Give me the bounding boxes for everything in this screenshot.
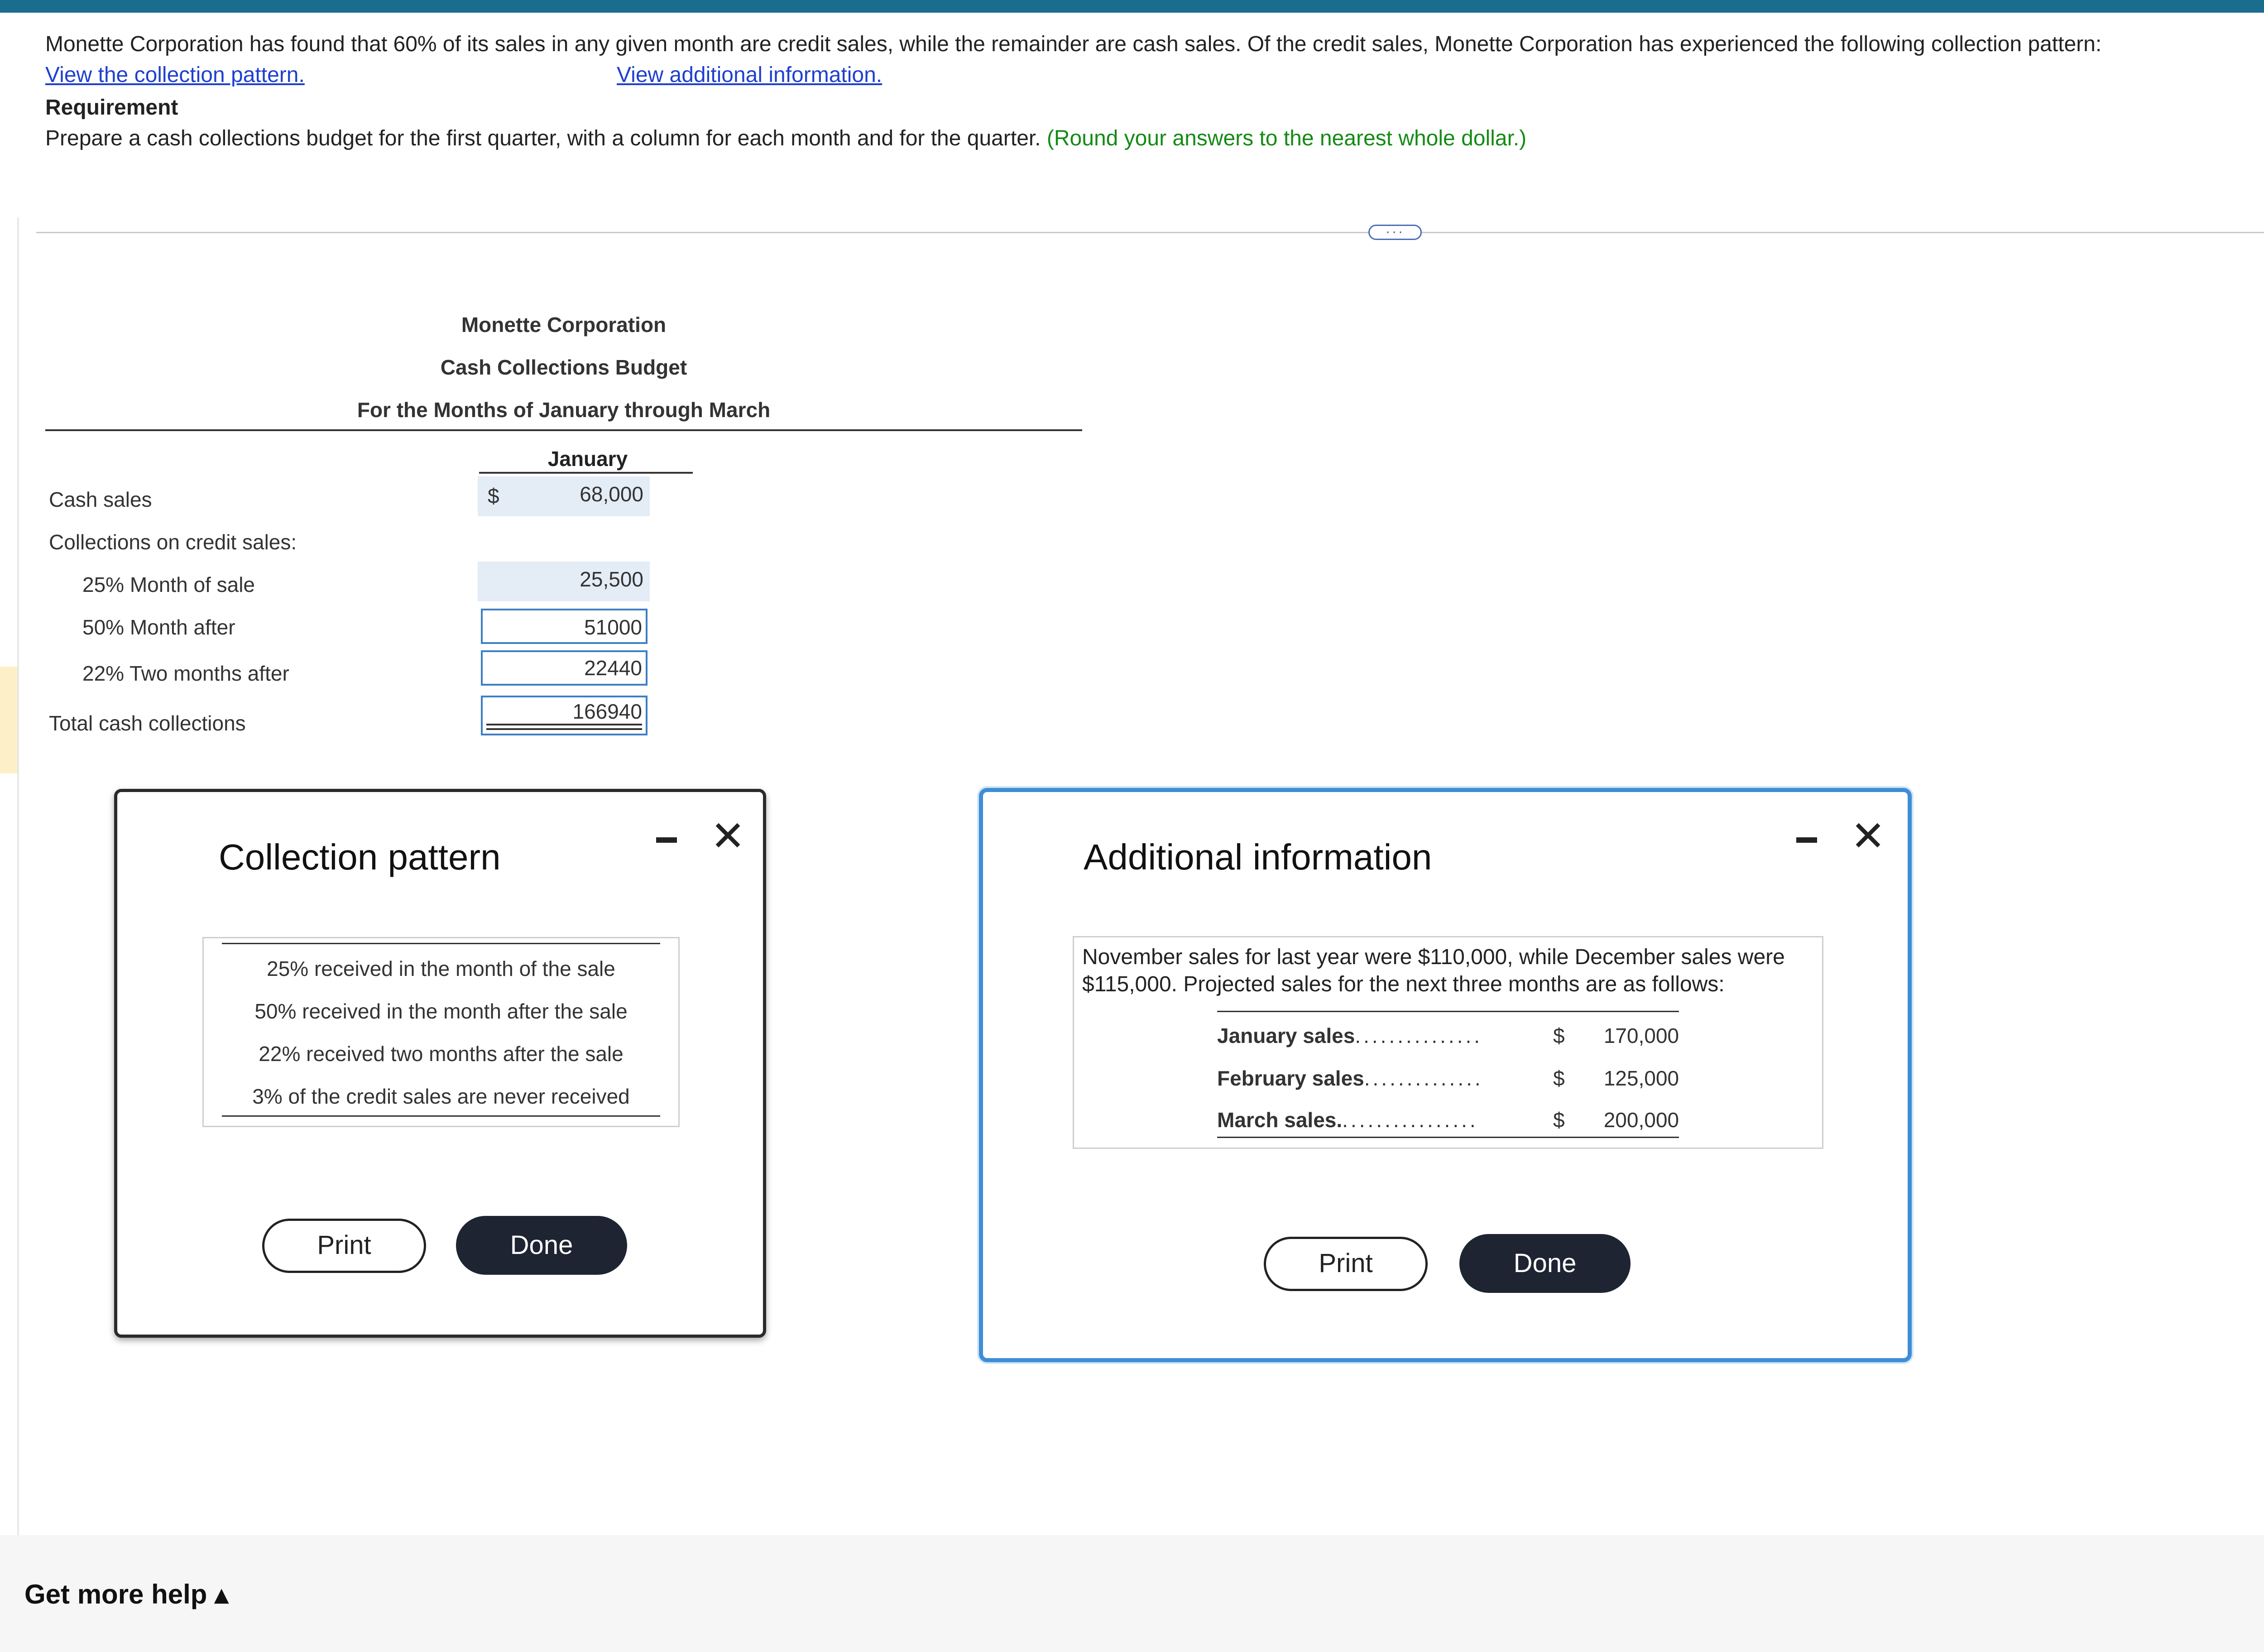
section-divider [36, 232, 2264, 233]
two-months-after-input[interactable] [481, 650, 648, 686]
pattern-line: 25% received in the month of the sale [267, 957, 615, 980]
dialog-title: Collection pattern [219, 837, 501, 877]
total-cash-collections-input[interactable] [481, 696, 648, 735]
collection-pattern-table [202, 937, 680, 1127]
get-more-help-button[interactable]: Get more help ▴ [24, 1579, 229, 1609]
sales-dollar: $ [1553, 1108, 1565, 1132]
pattern-line: 3% of the credit sales are never received [252, 1085, 630, 1108]
table-top-rule [222, 943, 660, 944]
total-cash-collections-label: Total cash collections [49, 711, 246, 735]
sales-bottom-rule [1217, 1137, 1679, 1138]
header-rule [45, 429, 1082, 431]
sales-row-march [1217, 1103, 1679, 1136]
collections-credit-label: Collections on credit sales: [49, 530, 297, 554]
two-months-after-value: 22440 [584, 656, 642, 680]
view-additional-info-link[interactable]: View additional information. [617, 63, 883, 87]
two-months-after-label: 22% Two months after [82, 662, 289, 685]
minimize-icon[interactable] [1796, 837, 1817, 843]
month-of-sale-value: 25,500 [580, 567, 643, 591]
sales-value: 125,000 [1603, 1066, 1679, 1090]
close-icon[interactable]: ✕ [710, 813, 746, 860]
sales-row-january [1217, 1019, 1679, 1052]
requirement-title: Requirement [45, 96, 178, 120]
pattern-line: 22% received two months after the sale [259, 1042, 624, 1066]
sales-label: February sales.............. [1217, 1066, 1483, 1090]
done-button[interactable]: Done [1459, 1234, 1631, 1293]
requirement-text: Prepare a cash collections budget for the first quarter, with a column for each month and for the quarter. [45, 126, 1041, 150]
cash-sales-label: Cash sales [49, 488, 152, 511]
month-after-value: 51000 [584, 615, 642, 639]
top-accent-bar [0, 0, 2264, 13]
dollar-sign: $ [488, 484, 499, 508]
left-margin-rule [17, 217, 19, 1540]
budget-company: Monette Corporation [461, 313, 667, 336]
sales-dollar: $ [1553, 1066, 1565, 1090]
close-icon[interactable]: ✕ [1851, 813, 1886, 860]
requirement-hint: (Round your answers to the nearest whole dollar.) [1046, 126, 1527, 150]
link-row [45, 60, 2264, 92]
sales-row-february [1217, 1061, 1679, 1094]
expand-button[interactable]: ··· [1368, 225, 1422, 240]
requirement-text-line [45, 123, 2264, 154]
total-cash-collections-value: 166940 [572, 700, 642, 723]
table-bottom-rule [222, 1115, 660, 1117]
sales-value: 170,000 [1603, 1024, 1679, 1047]
minimize-icon[interactable] [656, 837, 677, 843]
pattern-line: 50% received in the month after the sale [254, 999, 628, 1023]
budget-period: For the Months of January through March [357, 398, 771, 422]
problem-statement [45, 29, 2264, 154]
double-underline [486, 724, 642, 730]
month-header-january: January [547, 447, 628, 471]
additional-information-dialog [979, 788, 1912, 1362]
print-button[interactable]: Print [1264, 1237, 1428, 1291]
month-of-sale-label: 25% Month of sale [82, 573, 255, 596]
cash-sales-value: 68,000 [580, 482, 643, 506]
sales-value: 200,000 [1603, 1108, 1679, 1132]
month-header-rule [479, 472, 693, 474]
done-button[interactable]: Done [456, 1216, 627, 1275]
cash-sales-cell [478, 476, 650, 516]
month-of-sale-cell [478, 562, 650, 601]
sales-dollar: $ [1553, 1024, 1565, 1047]
problem-intro: Monette Corporation has found that 60% of its sales in any given month are credit sales, while the remainder are cash sales. Of the credit sales, Monette Corporation has experienced the following collection pattern: [45, 32, 2102, 56]
collection-pattern-dialog [114, 789, 766, 1338]
view-collection-pattern-link[interactable]: View the collection pattern. [45, 63, 305, 87]
info-paragraph: November sales for last year were $110,000, while December sales were $115,000. Projected sales for the next three months are as follows: [1082, 945, 1785, 996]
month-after-input[interactable] [481, 609, 648, 644]
month-after-label: 50% Month after [82, 615, 235, 639]
sales-top-rule [1217, 1011, 1679, 1012]
sales-label: January sales............... [1217, 1024, 1483, 1047]
dialog-title: Additional information [1084, 837, 1432, 877]
sales-label: March sales................. [1217, 1108, 1478, 1132]
print-button[interactable]: Print [262, 1219, 426, 1273]
side-highlight-tab [0, 667, 17, 773]
budget-title: Cash Collections Budget [440, 355, 687, 379]
additional-info-content [1073, 936, 1823, 1149]
footer-bar [0, 1535, 2264, 1652]
